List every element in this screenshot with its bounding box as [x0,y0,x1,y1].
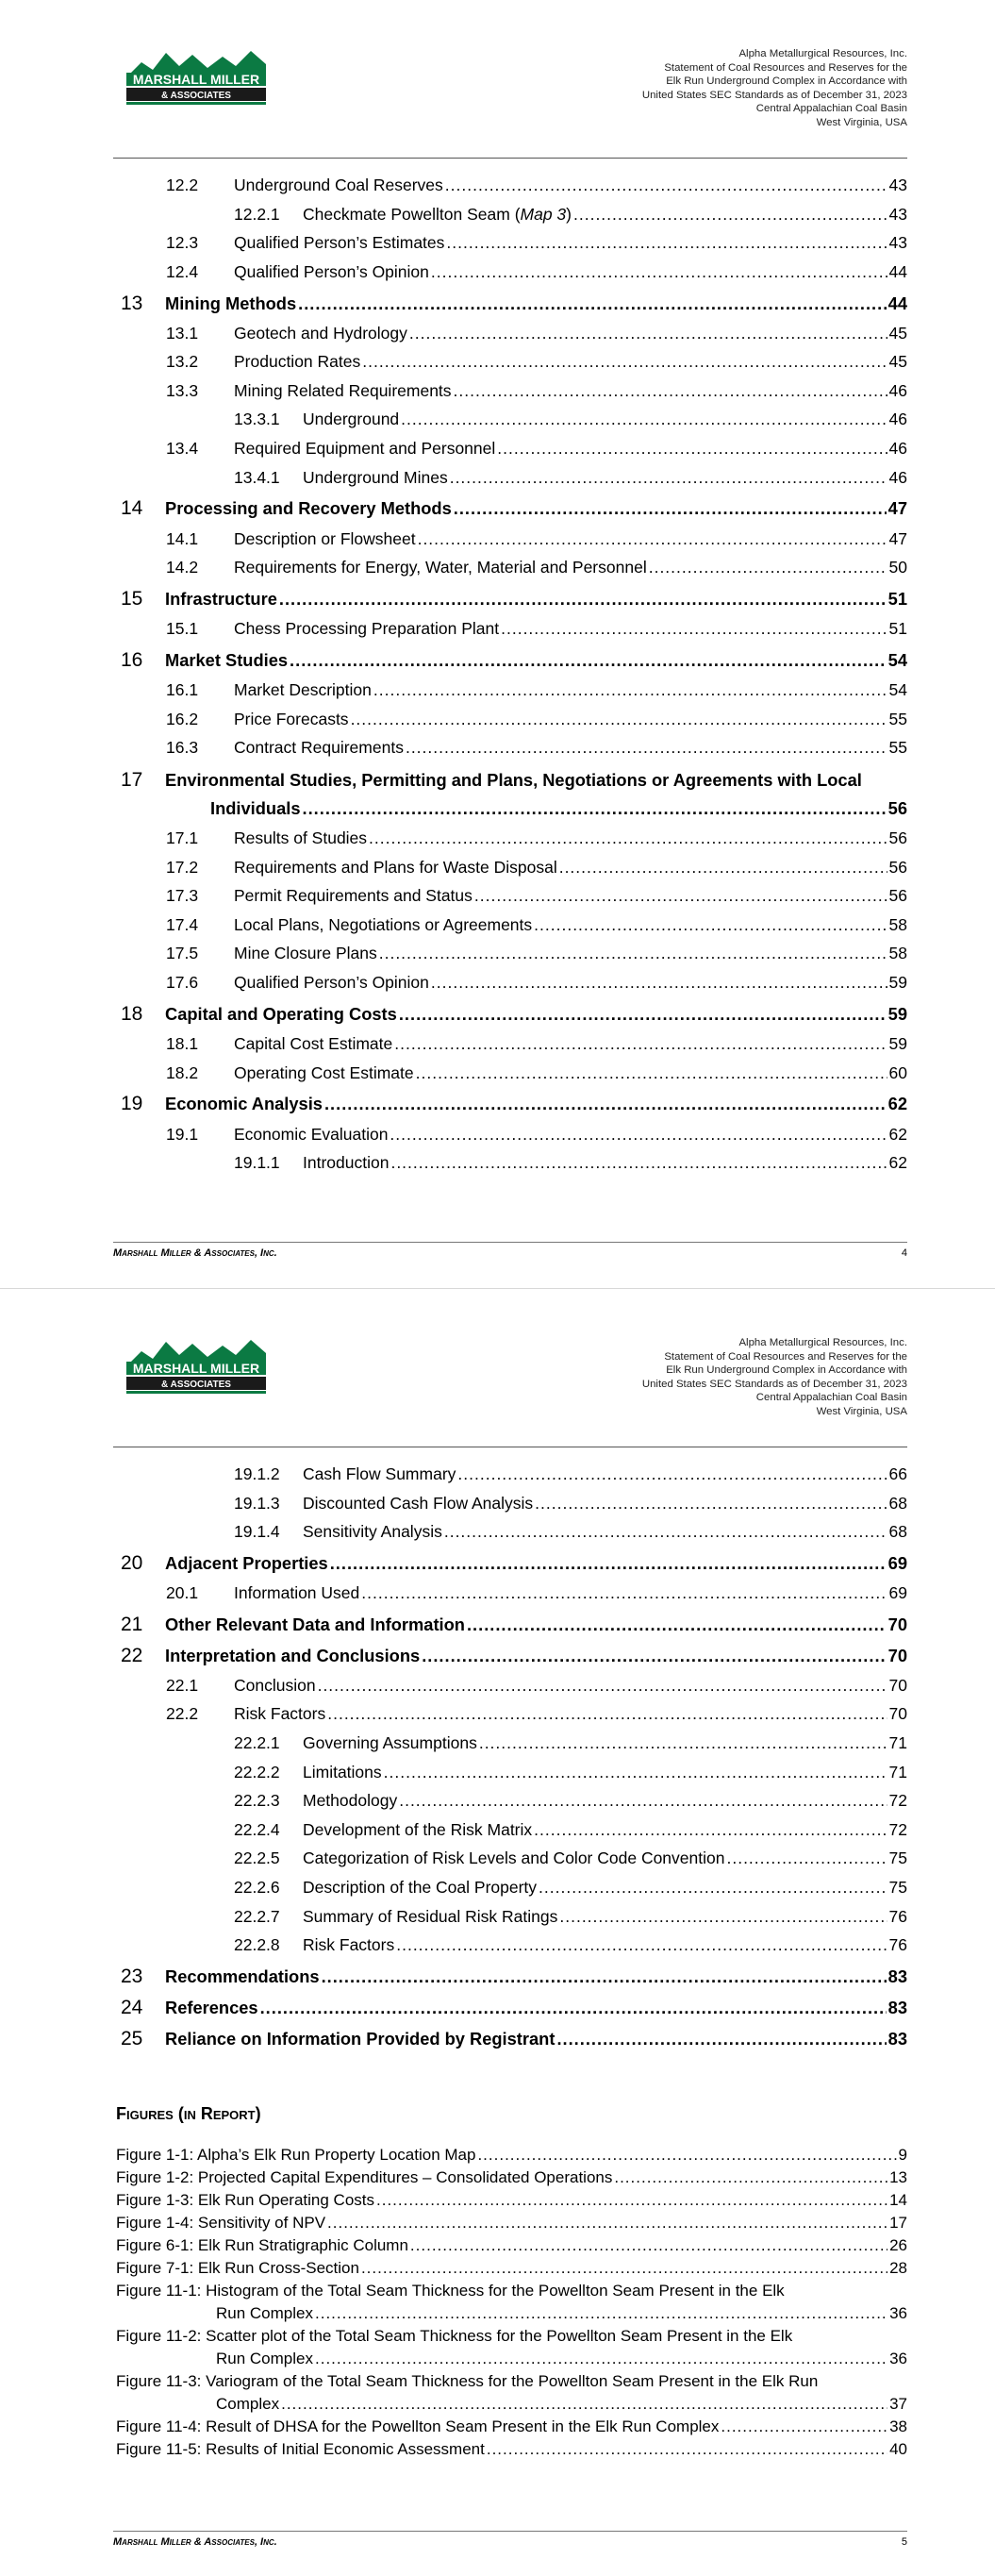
figure-entry-continued[interactable]: Complex ..... 37 [216,2393,907,2415]
toc-entry[interactable]: 12.2 Underground Coal Reserves ..... 43 [113,174,907,196]
toc-entry[interactable]: 18.2 Operating Cost Estimate ..... 60 [113,1062,907,1084]
toc-entry[interactable]: 22.1 Conclusion ..... 70 [113,1674,907,1697]
toc-entry[interactable]: 12.2.1 Checkmate Powellton Seam (Map 3) ..... 43 [113,203,907,226]
figure-entry[interactable]: Figure 1-4: Sensitivity of NPV ..... 17 [116,2212,907,2233]
toc-entry[interactable]: 13.3 Mining Related Requirements ..... 46 [113,379,907,402]
toc-entry[interactable]: 22.2.2 Limitations ..... 71 [113,1761,907,1783]
toc-entry[interactable]: 19.1.2 Cash Flow Summary ..... 66 [113,1463,907,1485]
toc-chapter[interactable]: 14 Processing and Recovery Methods ..... 47 [113,497,907,520]
toc-chapter[interactable]: 22 Interpretation and Conclusions ..... 70 [113,1645,907,1667]
toc-entry[interactable]: 15.1 Chess Processing Preparation Plant ..... 51 [113,617,907,640]
toc-entry[interactable]: 22.2.8 Risk Factors ..... 76 [113,1933,907,1956]
toc-chapter[interactable]: 24 References ..... 83 [113,1997,907,2019]
figure-entry[interactable]: Figure 6-1: Elk Run Stratigraphic Column ..... 26 [116,2234,907,2256]
toc-entry[interactable]: 19.1 Economic Evaluation ..... 62 [113,1123,907,1146]
toc-entry[interactable]: 13.4 Required Equipment and Personnel ..... 46 [113,437,907,460]
logo-bottom-word: & ASSOCIATES [161,1380,231,1390]
toc-chapter[interactable]: 23 Recommendations ..... 83 [113,1965,907,1988]
toc-entry[interactable]: 22.2.4 Development of the Risk Matrix ..... 72 [113,1818,907,1841]
figure-entry-continued[interactable]: Run Complex ..... 36 [216,2302,907,2324]
toc-entry[interactable]: 22.2.3 Methodology ..... 72 [113,1789,907,1812]
toc-entry[interactable]: 20.1 Information Used ..... 69 [113,1581,907,1604]
header-line-3: Elk Run Underground Complex in Accordance with [666,1364,907,1377]
toc-entry[interactable]: 22.2.6 Description of the Coal Property ..... 75 [113,1876,907,1899]
toc-entry[interactable]: 14.2 Requirements for Energy, Water, Material and Personnel ..... 50 [113,556,907,578]
toc-entry[interactable]: 13.4.1 Underground Mines ..... 46 [113,466,907,489]
toc-entry[interactable]: 14.1 Description or Flowsheet ..... 47 [113,527,907,550]
header-line-3: Elk Run Underground Complex in Accordance with [666,75,907,88]
header-line-4: United States SEC Standards as of December 31, 2023 [641,1378,907,1390]
toc-entry[interactable]: 13.1 Geotech and Hydrology ..... 45 [113,322,907,344]
toc-entry[interactable]: 12.3 Qualified Person’s Estimates ..... 43 [113,231,907,254]
page-number: 4 [901,1247,907,1259]
header-line-6: West Virginia, USA [816,1405,907,1417]
toc-entry[interactable]: 17.1 Results of Studies ..... 56 [113,827,907,849]
page-footer [113,1247,907,1259]
toc-chapter[interactable]: 18 Capital and Operating Costs ..... 59 [113,1003,907,1026]
toc-entry[interactable]: 17.6 Qualified Person’s Opinion ..... 59 [113,971,907,994]
toc-chapter[interactable]: 25 Reliance on Information Provided by Registrant ..... 83 [113,2028,907,2050]
document-page-5 [0,1288,995,2576]
footer-firm: Marshall Miller & Associates, Inc. [113,2536,277,2548]
figure-entry[interactable]: Figure 11-3: Variogram of the Total Seam Thickness for the Powellton Seam Present in the Elk Run [116,2372,819,2390]
toc-entry[interactable]: 17.5 Mine Closure Plans ..... 58 [113,942,907,964]
figure-entry[interactable]: Figure 11-5: Results of Initial Economic Assessment ..... 40 [116,2438,907,2460]
report-header [642,47,907,130]
toc-entry[interactable]: 19.1.3 Discounted Cash Flow Analysis ..... 68 [113,1492,907,1514]
figure-entry[interactable]: Figure 7-1: Elk Run Cross-Section ..... 28 [116,2257,907,2279]
toc-chapter[interactable]: 15 Infrastructure ..... 51 [113,588,907,611]
figure-entry[interactable]: Figure 11-2: Scatter plot of the Total Seam Thickness for the Powellton Seam Present in the Elk [116,2327,793,2345]
toc-entry[interactable]: 17.3 Permit Requirements and Status ..... 56 [113,884,907,907]
toc-entry[interactable]: 17.2 Requirements and Plans for Waste Disposal ..... 56 [113,856,907,878]
logo-bottom-word: & ASSOCIATES [161,91,231,101]
report-header [642,1336,907,1419]
header-line-2: Statement of Coal Resources and Reserves for the [664,1350,907,1363]
toc-entry[interactable]: 19.1.4 Sensitivity Analysis ..... 68 [113,1520,907,1543]
header-line-4: United States SEC Standards as of December 31, 2023 [641,89,907,101]
page-footer [113,2536,907,2548]
toc-entry[interactable]: 17.4 Local Plans, Negotiations or Agreements ..... 58 [113,913,907,936]
toc-entry[interactable]: 13.3.1 Underground ..... 46 [113,408,907,430]
toc-title-checkmate: Checkmate Powellton Seam (Map 3) [303,205,572,224]
company-logo [121,42,272,111]
toc-entry[interactable]: 18.1 Capital Cost Estimate ..... 59 [113,1032,907,1055]
toc-entry[interactable]: 16.2 Price Forecasts ..... 55 [113,708,907,730]
toc-entry[interactable]: 13.2 Production Rates ..... 45 [113,350,907,373]
figure-entry[interactable]: Figure 1-2: Projected Capital Expenditures – Consolidated Operations ..... 13 [116,2166,907,2188]
header-line-6: West Virginia, USA [816,116,907,128]
page-number: 5 [901,2536,907,2548]
figures-heading: Figures (in Report) [116,2104,261,2123]
header-divider [113,158,907,159]
toc-chapter-continued[interactable]: Individuals ..... 56 [113,797,907,820]
footer-divider [113,1242,907,1243]
toc-chapter[interactable]: 16 Market Studies ..... 54 [113,649,907,672]
figure-entry[interactable]: Figure 11-4: Result of DHSA for the Powellton Seam Present in the Elk Run Complex ..... 38 [116,2416,907,2437]
toc-entry[interactable]: 22.2 Risk Factors ..... 70 [113,1702,907,1725]
header-line-2: Statement of Coal Resources and Reserves for the [664,61,907,74]
toc-chapter[interactable]: 17 Environmental Studies, Permitting and Plans, Negotiations or Agreements with Local [121,769,862,791]
header-company: Alpha Metallurgical Resources, Inc. [738,1337,907,1348]
header-company: Alpha Metallurgical Resources, Inc. [738,48,907,59]
toc-chapter[interactable]: 19 Economic Analysis ..... 62 [113,1093,907,1115]
logo-top-word: MARSHALL MILLER [132,72,260,87]
toc-entry[interactable]: 12.4 Qualified Person’s Opinion ..... 44 [113,260,907,283]
toc-entry[interactable]: 16.3 Contract Requirements ..... 55 [113,736,907,759]
toc-entry[interactable]: 16.1 Market Description ..... 54 [113,678,907,701]
footer-firm: Marshall Miller & Associates, Inc. [113,1247,277,1259]
figure-entry[interactable]: Figure 1-3: Elk Run Operating Costs ..... 14 [116,2189,907,2211]
header-line-5: Central Appalachian Coal Basin [755,1392,907,1404]
logo-top-word: MARSHALL MILLER [132,1361,260,1376]
toc-chapter[interactable]: 13 Mining Methods ..... 44 [113,293,907,315]
toc-entry[interactable]: 22.2.7 Summary of Residual Risk Ratings ..... 76 [113,1905,907,1928]
figure-entry-continued[interactable]: Run Complex ..... 36 [216,2348,907,2369]
header-line-5: Central Appalachian Coal Basin [755,103,907,115]
toc-entry[interactable]: 22.2.5 Categorization of Risk Levels and Color Code Convention ..... 75 [113,1847,907,1869]
toc-chapter[interactable]: 20 Adjacent Properties ..... 69 [113,1552,907,1575]
footer-divider [113,2531,907,2532]
figure-entry[interactable]: Figure 11-1: Histogram of the Total Seam Thickness for the Powellton Seam Present in the Elk [116,2282,785,2300]
figure-entry[interactable]: Figure 1-1: Alpha’s Elk Run Property Location Map ..... 9 [116,2144,907,2166]
company-logo [121,1330,272,1400]
toc-entry[interactable]: 22.2.1 Governing Assumptions ..... 71 [113,1731,907,1754]
toc-chapter[interactable]: 21 Other Relevant Data and Information ..... 70 [113,1614,907,1636]
toc-entry[interactable]: 19.1.1 Introduction ..... 62 [113,1151,907,1174]
